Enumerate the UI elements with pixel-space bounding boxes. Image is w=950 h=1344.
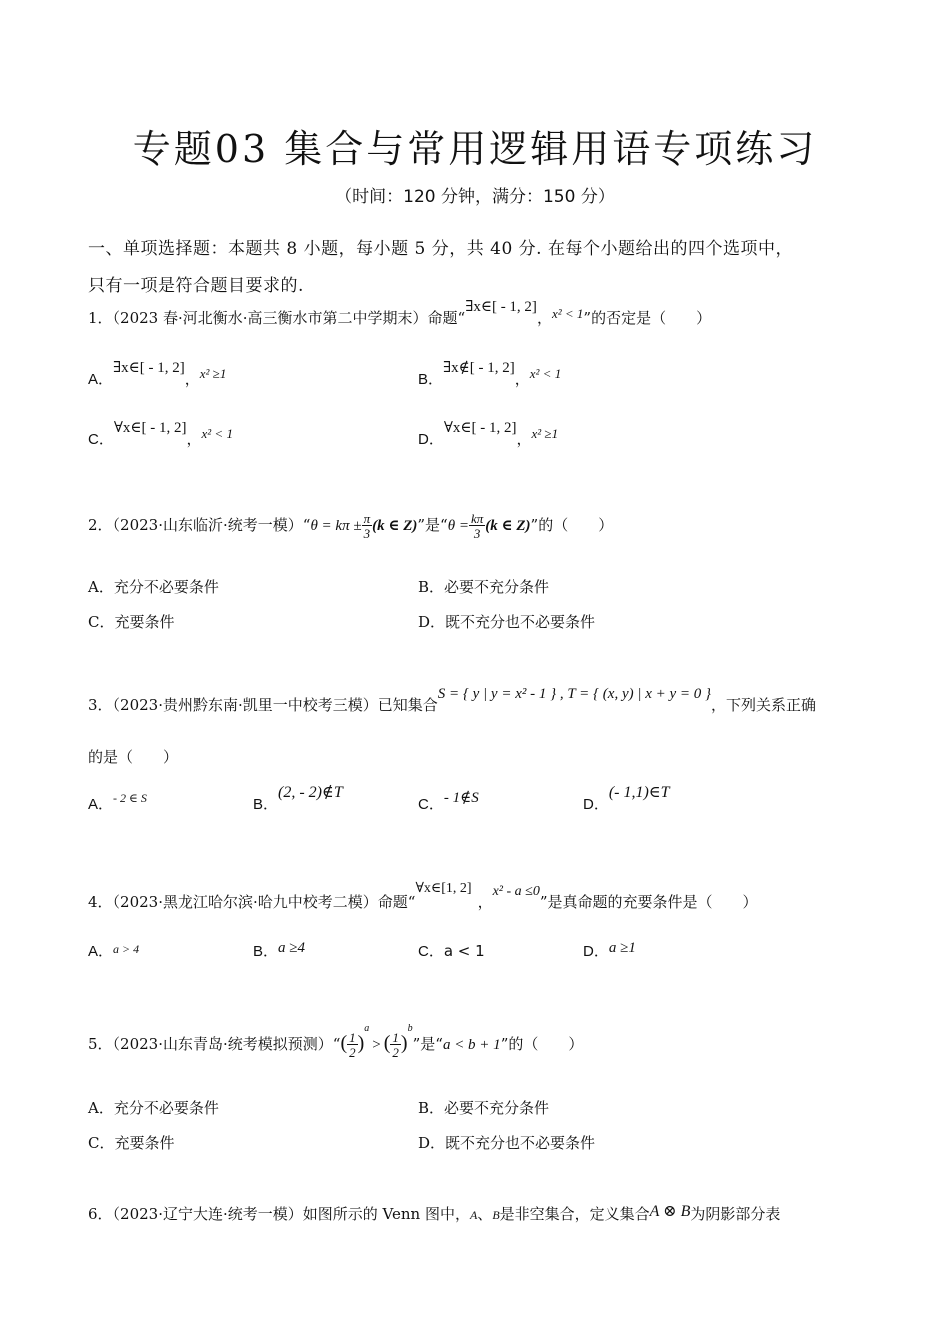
q3-prefix: 3．（2023·贵州黔东南·凯里一中校考三模）已知集合	[88, 696, 438, 714]
q2-fraction-1-den: 3	[363, 526, 371, 541]
q4-math-2: x² - a ≤0	[492, 884, 540, 899]
q5-fraction-1	[347, 1031, 358, 1059]
q4-option-c-label: C．	[418, 943, 444, 960]
q5-exponent-a: a	[364, 1023, 370, 1034]
q1-option-c-math-1: ∀x∈[ - 1, 2]	[113, 420, 187, 436]
question-6-stem	[88, 1203, 780, 1224]
q2-fraction-2	[469, 512, 485, 540]
q2-option-c[interactable]: C．充要条件	[88, 613, 175, 631]
q5-right-paren-2: )	[400, 1032, 408, 1054]
q1-math-1: ∃x∈[ - 1, 2]	[465, 299, 537, 315]
q4-option-b-math: a ≥4	[278, 940, 305, 956]
q5-exponent-b: b	[407, 1023, 413, 1034]
q2-option-b[interactable]: B．必要不充分条件	[418, 578, 550, 596]
q4-option-d-label: D．	[583, 943, 609, 960]
q1-option-b[interactable]	[418, 360, 562, 389]
question-3-stem	[88, 686, 817, 715]
q6-suffix: 为阴影部分表	[690, 1205, 781, 1223]
q1-option-a-math-2: x² ≥1	[199, 366, 227, 381]
q3-option-b[interactable]	[253, 784, 343, 814]
q1-math-2: x² < 1	[551, 306, 584, 321]
q4-option-a[interactable]	[88, 940, 139, 961]
q1-option-a[interactable]	[88, 360, 227, 389]
q1-option-d-sep: ，	[516, 430, 532, 448]
q1-option-b-sep: ，	[514, 370, 530, 388]
q1-option-d[interactable]	[418, 420, 559, 449]
question-5-stem	[88, 1018, 583, 1072]
q2-option-d[interactable]: D．既不充分也不必要条件	[418, 613, 596, 631]
q1-option-a-label: A．	[88, 371, 114, 388]
q3-option-c-label: C．	[418, 796, 444, 813]
q5-fraction-1-num: 1	[349, 1030, 356, 1045]
q2-option-a[interactable]: A．充分不必要条件	[88, 578, 219, 596]
q3-option-b-math: (2, - 2)∉T	[278, 784, 343, 801]
q1-option-b-math-1: ∃x∉[ - 1, 2]	[443, 360, 515, 376]
q3-option-c-math: - 1∉S	[443, 790, 479, 806]
q6-set-b: B	[492, 1208, 500, 1222]
q2-mid: ”是“	[417, 516, 448, 534]
q6-set-a: A	[469, 1208, 478, 1222]
q4-option-d-math: a ≥1	[608, 940, 636, 956]
q4-option-c-math: a < 1	[443, 942, 485, 960]
q4-suffix: ”是真命题的充要条件是（ ）	[539, 893, 758, 911]
q1-option-c[interactable]	[88, 420, 233, 449]
q3-option-a-label: A．	[88, 796, 114, 813]
q5-option-c[interactable]: C．充要条件	[88, 1134, 175, 1152]
q5-fraction-2	[390, 1031, 401, 1059]
q5-fraction-1-den: 2	[349, 1045, 356, 1060]
q5-greater-than: >	[372, 1037, 381, 1053]
q6-mid: 是非空集合，定义集合	[499, 1205, 650, 1223]
page-subtitle: （时间：120 分钟，满分：150 分）	[335, 187, 615, 207]
question-3-stem-line2: 的是（ ）	[88, 748, 179, 766]
q3-option-d-label: D．	[583, 796, 609, 813]
q6-prefix: 6．（2023·辽宁大连·统考一模）如图所示的 Venn 图中，	[88, 1205, 470, 1223]
q1-option-b-label: B．	[418, 371, 444, 388]
q5-math-2: a < b + 1	[442, 1037, 501, 1053]
question-2-stem	[88, 512, 613, 540]
q6-math-a-otimes-b: A ⊗ B	[649, 1203, 691, 1220]
q1-option-d-math-1: ∀x∈[ - 1, 2]	[443, 420, 517, 436]
q3-option-b-label: B．	[253, 796, 279, 813]
q3-option-d[interactable]	[583, 784, 670, 814]
q2-fraction-1	[362, 512, 373, 540]
q4-option-a-math: a > 4	[113, 942, 140, 956]
q2-math-1a: θ = kπ ±	[310, 518, 362, 534]
q5-fraction-2-num: 1	[392, 1030, 399, 1045]
q5-left-paren-1: (	[340, 1032, 348, 1054]
q5-mid: ”是“	[412, 1035, 443, 1053]
q1-option-b-math-2: x² < 1	[529, 366, 562, 381]
q5-left-paren-2: (	[383, 1032, 391, 1054]
q3-option-d-math: (- 1,1)∈T	[608, 784, 670, 801]
q2-suffix: ”的（ ）	[530, 516, 614, 534]
q4-option-a-label: A．	[88, 943, 114, 960]
q4-option-d[interactable]	[583, 940, 636, 961]
q3-option-a[interactable]	[88, 793, 147, 814]
section-heading-line1: 一、单项选择题：本题共 8 小题，每小题 5 分，共 40 分. 在每个小题给出的四个选项中，	[88, 239, 793, 259]
q2-prefix: 2．（2023·山东临沂·统考一模）“	[88, 516, 311, 534]
section-heading-line2: 只有一项是符合题目要求的.	[88, 276, 304, 296]
question-4-stem	[88, 881, 758, 912]
q2-math-2a: θ =	[447, 518, 469, 534]
q6-dun: 、	[477, 1205, 493, 1223]
q4-option-b-label: B．	[253, 943, 279, 960]
q3-option-c[interactable]	[418, 790, 479, 814]
q3-sets-math: S = { y | y = x² - 1 } , T = { (x, y) | x + y = 0 }	[437, 686, 712, 702]
question-1-stem	[88, 299, 712, 328]
q2-math-2b: (k ∈ Z)	[485, 518, 531, 534]
q5-option-d[interactable]: D．既不充分也不必要条件	[418, 1134, 596, 1152]
q3-option-a-math: - 2 ∈ S	[113, 791, 147, 805]
q1-sep: ，	[536, 309, 552, 327]
q5-prefix: 5．（2023·山东青岛·统考模拟预测）“	[88, 1035, 341, 1053]
page-title: 专题03 集合与常用逻辑用语专项练习	[132, 127, 818, 171]
q4-prefix: 4．（2023·黑龙江哈尔滨·哈九中校考二模）命题“	[88, 893, 416, 911]
q1-option-c-math-2: x² < 1	[201, 426, 233, 441]
q5-suffix: ”的（ ）	[500, 1035, 584, 1053]
q5-option-a[interactable]: A．充分不必要条件	[88, 1099, 219, 1117]
q4-math-1: ∀x∈[1, 2]	[415, 881, 472, 896]
q5-right-paren-1: )	[357, 1032, 365, 1054]
q5-fraction-2-den: 2	[392, 1045, 399, 1060]
q1-option-d-math-2: x² ≥1	[531, 426, 559, 441]
q2-fraction-2-den: 3	[473, 526, 481, 541]
q4-option-c[interactable]	[418, 940, 485, 961]
q1-option-d-label: D．	[418, 431, 444, 448]
q1-option-c-sep: ，	[186, 430, 202, 448]
q1-suffix: ”的否定是（ ）	[583, 309, 712, 327]
q3-suffix: ，下列关系正确	[711, 696, 817, 714]
q1-option-a-sep: ，	[184, 370, 200, 388]
q1-option-c-label: C．	[88, 431, 114, 448]
q2-math-1b: (k ∈ Z)	[372, 518, 418, 534]
q2-fraction-2-num: kπ	[470, 511, 484, 526]
q2-fraction-1-num: π	[363, 511, 371, 526]
q1-prefix: 1．（2023 春·河北衡水·高三衡水市第二中学期末）命题“	[88, 309, 466, 327]
q4-option-b[interactable]	[253, 940, 305, 961]
q5-option-b[interactable]: B．必要不充分条件	[418, 1099, 550, 1117]
q1-option-a-math-1: ∃x∈[ - 1, 2]	[113, 360, 185, 376]
q4-sep: ，	[477, 893, 493, 911]
